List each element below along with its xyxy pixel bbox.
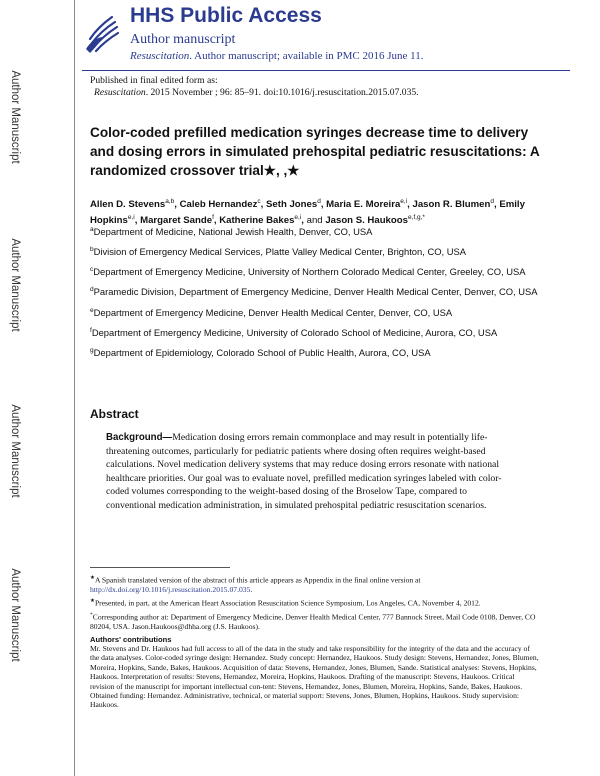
affiliation: $^a$Department of Medicine, National Jewish Health, Denver, CO, USA <box>90 226 373 238</box>
abstract-background <box>106 431 506 513</box>
affiliation-list <box>90 223 550 364</box>
author: Emily Hopkins$^{e,i}$ <box>90 199 525 227</box>
sidebar-label: Author Manuscript <box>9 568 21 662</box>
publication-line: Published in final edited form as: <box>90 75 218 86</box>
author: Seth Jones$^d$ <box>266 198 321 211</box>
sidebar-rule <box>74 0 75 776</box>
header-subtitle: Author manuscript <box>130 32 236 47</box>
abstract-heading: Abstract <box>90 407 139 421</box>
author: Katherine Bakes$^{e,i}$ <box>219 214 302 227</box>
author: Jason R. Blumen$^d$ <box>412 198 494 211</box>
affiliation: $^d$Paramedic Division, Department of Emergency Medicine, Denver Health Medical Center, Denver, CO, USA <box>90 286 538 298</box>
article-title: Color-coded prefilled medication syringes decrease time to delivery and dosing errors in simulated prehospital pediatric resuscitations: A randomized crossover trial★, ,★ <box>90 125 540 178</box>
author-connector: and <box>306 215 323 227</box>
author: Maria E. Moreira$^{e,i}$ <box>326 198 408 211</box>
background-label: Background— <box>106 432 173 443</box>
header-availability: Resuscitation. Author manuscript; available in PMC 2016 June 11. <box>130 50 424 62</box>
publication-citation: Resuscitation. 2015 November ; 96: 85–91. doi:10.1016/j.resuscitation.2015.07.035. <box>94 87 419 98</box>
author: Margaret Sande$^f$ <box>140 214 214 227</box>
contributions-text: Mr. Stevens and Dr. Haukoos had full access to all of the data in the study and take responsibility for the integrity of the data and the accuracy of the data analyses. Color-coded syringe design: Hernandez. Study concept: Hernandez, Haukoos. Study design: Stevens, Hernandez, Jones, Blumen, Moreira, Hopkins, Sande, Bakes, Haukoos. Acquisition of data: Stevens, Hernandez, Jones, Blumen, Sande. Statistical analyses: Stevens, Hopkins, Haukoos. Interpretation of results: Stevens, Hernandez, Moreira, Hopkins, Haukoos. Drafting of the manuscript: Stevens, Haukoos. Critical revision of the manuscript for important intellectual con-tent: Stevens, Hernandez, Jones, Blumen, Moreira, Hopkins, Sande, Bakes, Haukoos. Obtained funding: Hernandez. Administrative, technical, or material support: Stevens, Jones, Blumen, Hopkins, Haukoos. Study supervision: Haukoos. <box>90 644 539 710</box>
author: Allen D. Stevens$^{a,b}$ <box>90 198 175 211</box>
header-rule <box>82 70 570 71</box>
sidebar-label: Author Manuscript <box>9 404 21 498</box>
affiliation: $^e$Department of Emergency Medicine, Denver Health Medical Center, Denver, CO, USA <box>90 306 453 318</box>
author-list: Allen D. Stevens$^{a,b}$, Caleb Hernandez$^c$, Seth Jones$^d$, Maria E. Moreira$^{e,i}$, Jason R. Blumen$^d$, Emily Hopkins$^{e,i}$, Margaret Sande$^f$, Katherine Bakes$^{e,i}$, and Jason S. Haukoos$^{e,f,g,*}$ <box>90 198 525 227</box>
affiliation: $^c$Department of Emergency Medicine, University of Northern Colorado Medical Center, Greeley, CO, USA <box>90 266 526 278</box>
footnote-rule <box>90 567 230 568</box>
publication-info <box>90 75 419 99</box>
affiliation: $^f$Department of Emergency Medicine, University of Colorado School of Medicine, Aurora, CO, USA <box>90 326 498 338</box>
footnote: ★Presented, in part, at the American Heart Association Resuscitation Science Symposium, Los Angeles, CA, November 4, 2012. <box>90 598 481 608</box>
affiliation: $^b$Division of Emergency Medical Services, Platte Valley Medical Center, Brighton, CO, USA <box>90 246 466 258</box>
sidebar-label: Author Manuscript <box>9 70 21 164</box>
author: Caleb Hernandez$^c$ <box>179 198 261 211</box>
hhs-eagle-logo-icon <box>82 9 124 55</box>
footnote: *Corresponding author at: Department of Emergency Medicine, Denver Health Medical Center, 777 Bannock Street, Mail Code 0108, Denver, CO 80204, USA. Jason.Haukoos@dhha.org (J.S. Haukoos). <box>90 612 536 632</box>
author: Jason S. Haukoos$^{e,f,g,*}$ <box>325 214 425 227</box>
sidebar-label: Author Manuscript <box>9 238 21 332</box>
doi-link[interactable]: http://dx.doi.org/10.1016/j.resuscitation.2015.07.035 <box>90 584 251 594</box>
background-text: Medication dosing errors remain commonplace and may result in potentially life-threatening outcomes, particularly for pediatric patients where dosing often requires weight-based calculations. Novel medication delivery systems that may reduce dosing errors resonate with national healthcare priorities. Our goal was to evaluate novel, prefilled medication syringes labeled with color-coded volumes corresponding to the weight-based dosing of the Broselow Tape, compared to conventional medication administration, in simulated prehospital pediatric resuscitation scenarios. <box>106 432 502 511</box>
header-title: HHS Public Access <box>130 4 322 27</box>
footnotes <box>90 574 540 713</box>
affiliation: $^g$Department of Epidemiology, Colorado School of Public Health, Aurora, CO, USA <box>90 346 431 358</box>
header-journal: Resuscitation <box>130 50 190 62</box>
contributions-heading: Authors' contributions <box>90 634 172 644</box>
footnote: ★A Spanish translated version of the abstract of this article appears as Appendix in the final online version at http://dx.doi.org/10.1016/j.resuscitation.2015.07.035. <box>90 575 421 594</box>
